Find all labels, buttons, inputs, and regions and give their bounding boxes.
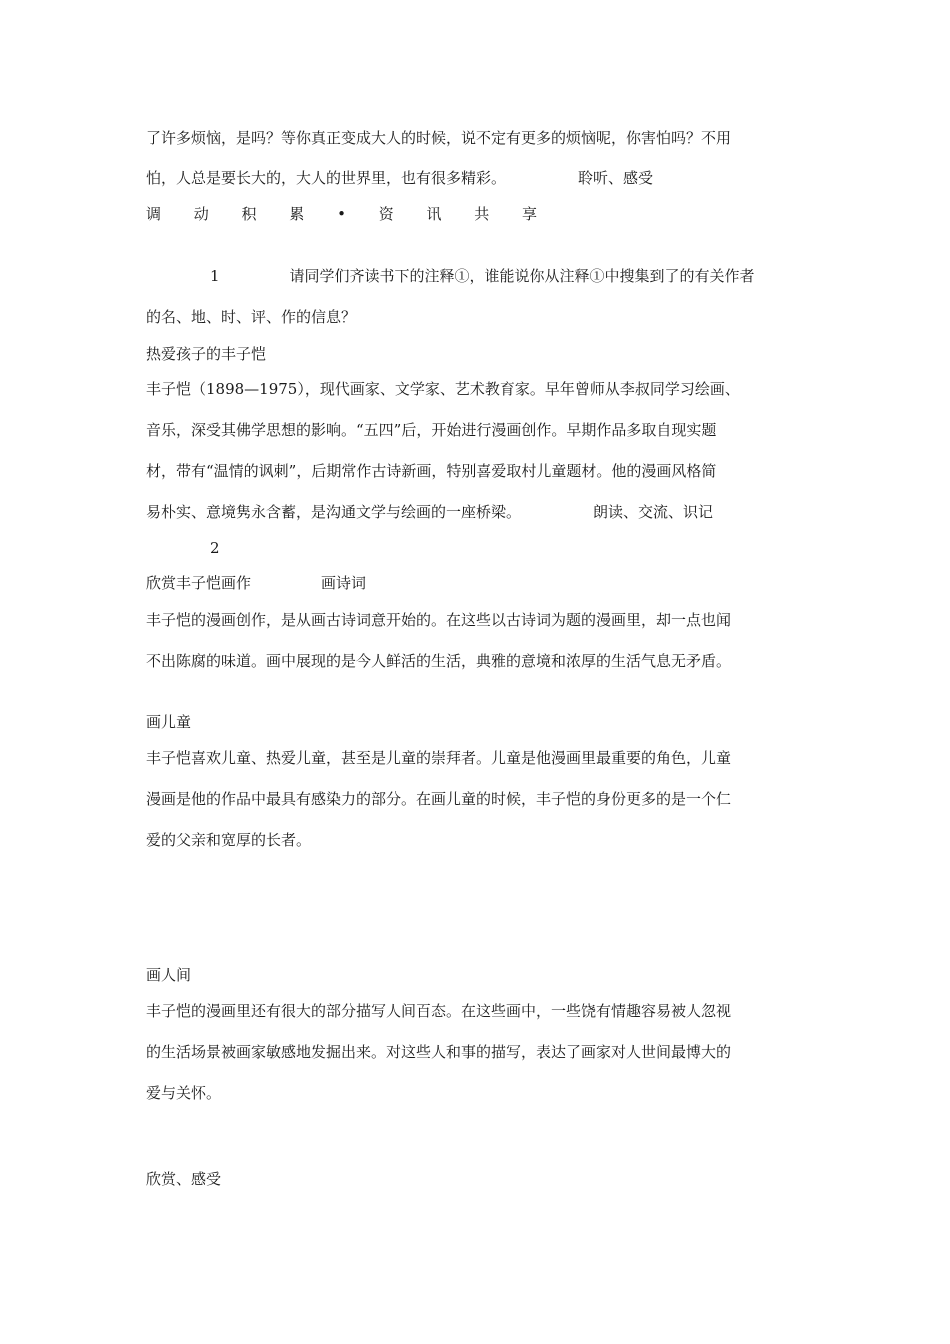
intro-line-2-text: 怕，人总是要长大的，大人的世界里，也有很多精彩。 (146, 169, 507, 187)
bio-line-4-text: 易朴实、意境隽永含蓄，是沟通文学与绘画的一座桥梁。 (146, 503, 522, 521)
children-line-3: 爱的父亲和宽厚的长者。 (146, 831, 312, 849)
section-heading: 调 动 积 累 • 资 讯 共 享 (146, 205, 551, 223)
intro-side-note: 聆听、感受 (578, 169, 654, 187)
bio-line-1: 丰子恺（1898—1975），现代画家、文学家、艺术教育家。早年曾师从李叔同学习绘画、 (146, 380, 740, 398)
item-2-subtitle: 画诗词 (321, 574, 367, 592)
item-2-number: 2 (210, 539, 220, 557)
item-1-number: 1 (210, 267, 220, 285)
bio-title: 热爱孩子的丰子恺 (146, 345, 267, 363)
bio-side-note: 朗读、交流、识记 (593, 503, 714, 521)
poems-line-2: 不出陈腐的味道。画中展现的是今人鲜活的生活，典雅的意境和浓厚的生活气息无矛盾。 (146, 652, 732, 670)
children-line-2: 漫画是他的作品中最具有感染力的部分。在画儿童的时候，丰子恺的身份更多的是一个仁 (146, 790, 732, 808)
bio-line-3: 材，带有“温情的讽刺”，后期常作古诗新画，特别喜爱取村儿童题材。他的漫画风格简 (146, 462, 717, 480)
item-1-line-1 (146, 266, 755, 286)
item-1-text: 请同学们齐读书下的注释①，谁能说你从注释①中搜集到了的有关作者 (289, 267, 755, 285)
bio-line-2: 音乐，深受其佛学思想的影响。“五四”后，开始进行漫画创作。早期作品多取自现实题 (146, 421, 717, 439)
intro-line-2 (146, 168, 653, 188)
world-line-3: 爱与关怀。 (146, 1084, 222, 1102)
intro-line-1: 了许多烦恼，是吗？等你真正变成大人的时候，说不定有更多的烦恼呢，你害怕吗？不用 (146, 129, 732, 147)
children-line-1: 丰子恺喜欢儿童、热爱儿童，甚至是儿童的崇拜者。儿童是他漫画里最重要的角色，儿童 (146, 749, 732, 767)
item-2-number-line (146, 538, 220, 558)
world-line-2: 的生活场景被画家敏感地发掘出来。对这些人和事的描写，表达了画家对人世间最博大的 (146, 1043, 732, 1061)
item-2-title-line (146, 573, 366, 593)
item-2-title: 欣赏丰子恺画作 (146, 574, 252, 592)
item-1-line-2: 的名、地、时、评、作的信息？ (146, 308, 357, 326)
world-title: 画人间 (146, 966, 192, 984)
poems-line-1: 丰子恺的漫画创作，是从画古诗词意开始的。在这些以古诗词为题的漫画里，却一点也闻 (146, 611, 732, 629)
bio-line-4 (146, 502, 713, 522)
world-line-1: 丰子恺的漫画里还有很大的部分描写人间百态。在这些画中，一些饶有情趣容易被人忽视 (146, 1002, 732, 1020)
children-title: 画儿童 (146, 713, 192, 731)
closing-note: 欣赏、感受 (146, 1170, 222, 1188)
